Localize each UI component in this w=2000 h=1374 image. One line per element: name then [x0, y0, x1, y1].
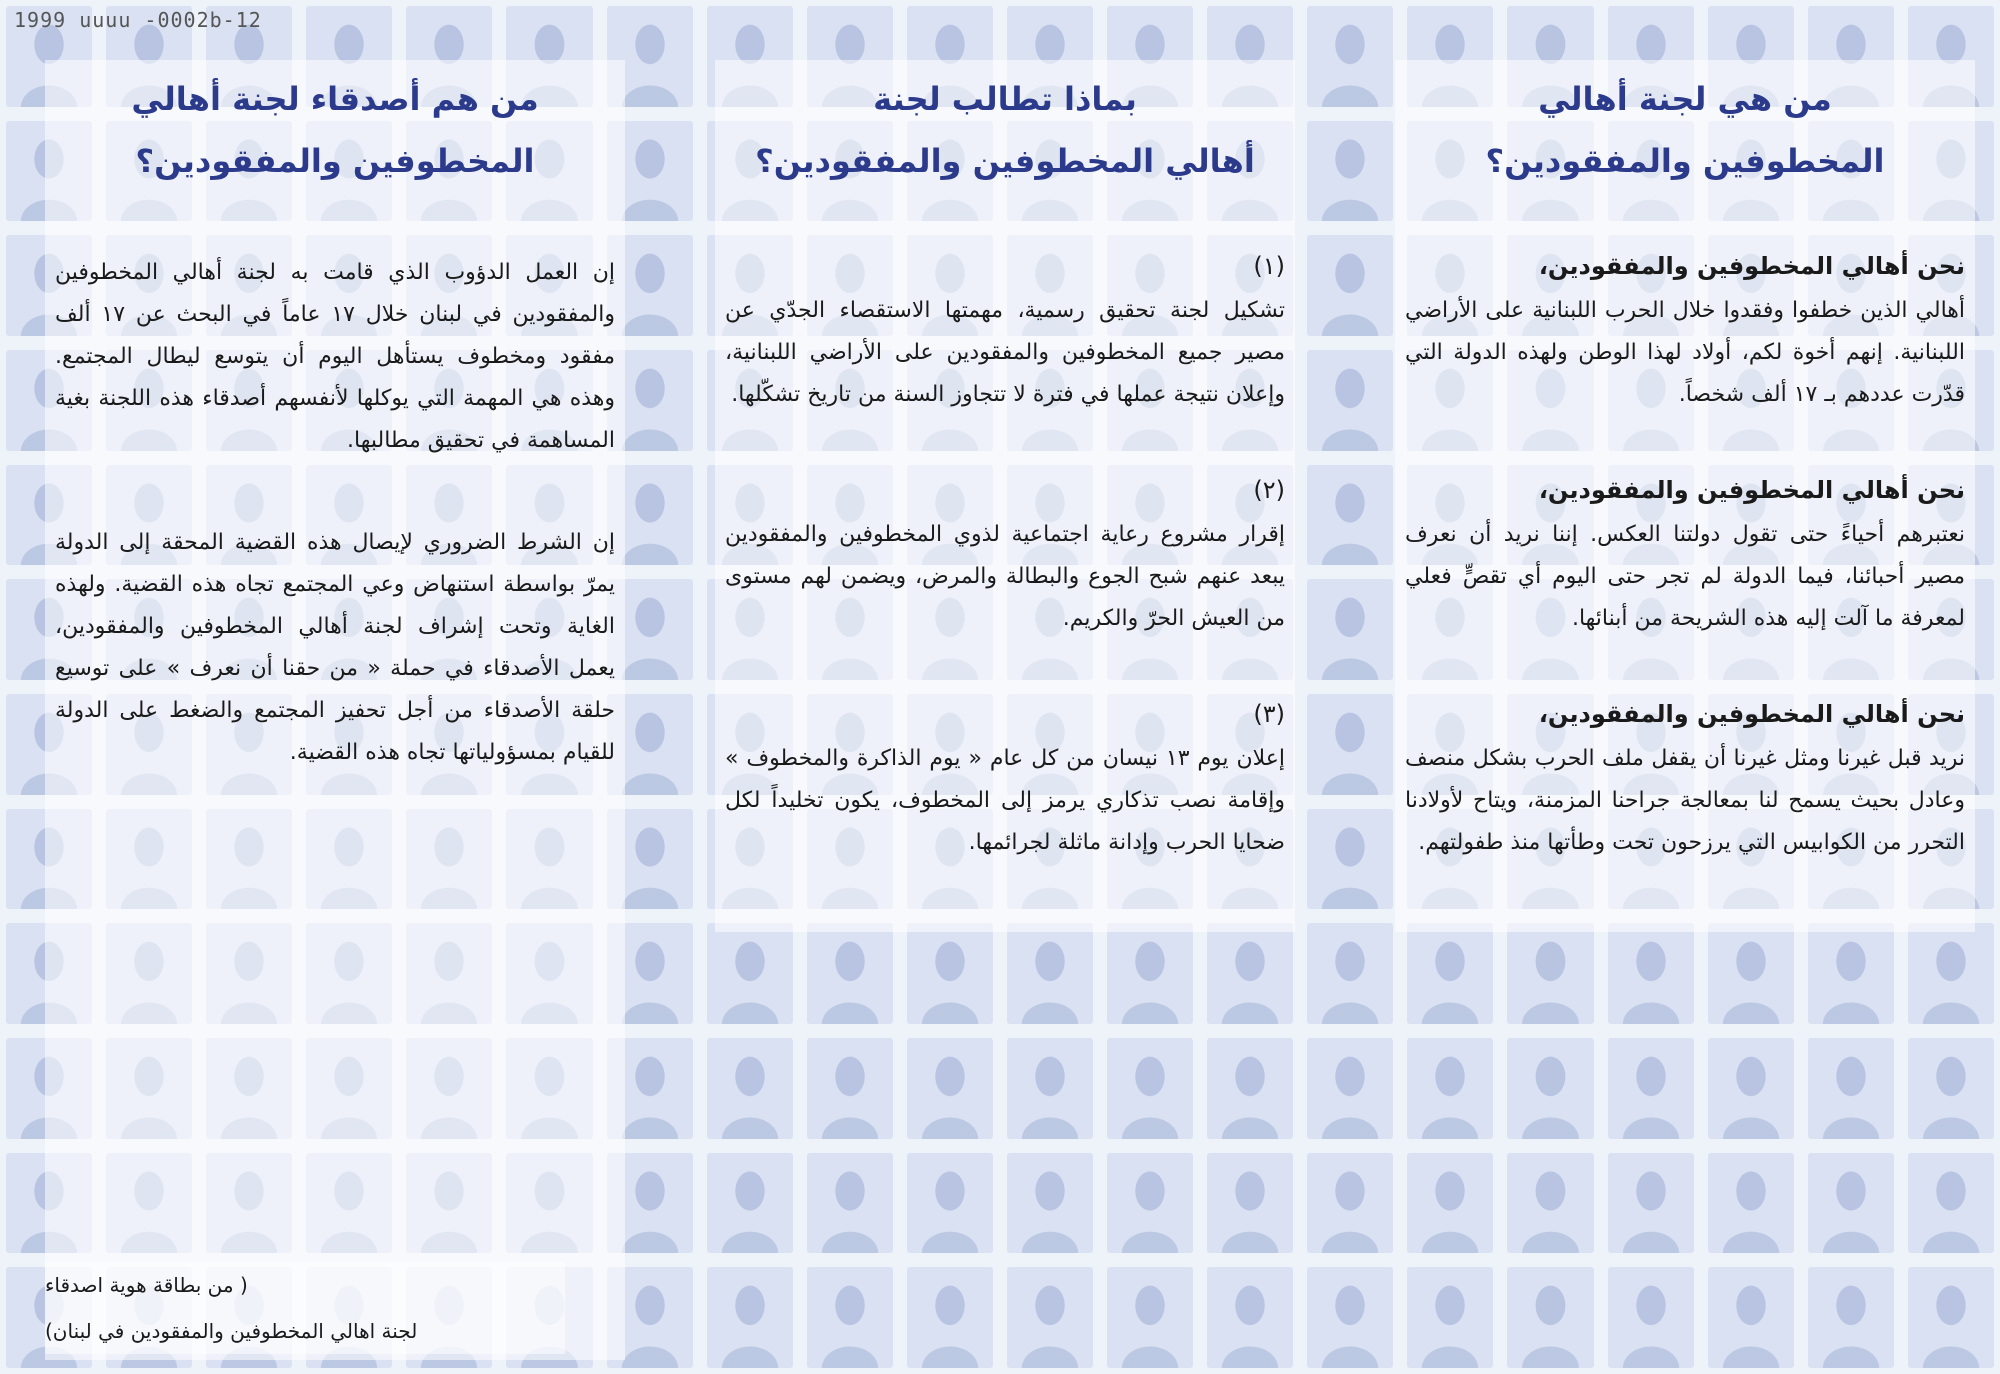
demand-item-3 [725, 700, 1285, 864]
section-text: نعتبرهم أحياءً حتى تقول دولتنا العكس. إننا نريد أن نعرف مصير أحبائنا، فيما الدولة لم تجر حتى اليوم أي تقصٍّ فعلي لمعرفة ما آلت إليه هذه الشريحة من أبنائها. [1405, 522, 1965, 631]
section-heading: نحن أهالي المخطوفين والمفقودين، [1538, 476, 1965, 504]
left-column-title [55, 68, 615, 192]
middle-title-line1: بماذا تطالب لجنة [873, 80, 1137, 118]
right-column-title [1405, 68, 1965, 192]
section-heading: نحن أهالي المخطوفين والمفقودين، [1538, 252, 1965, 280]
right-section-1 [1405, 252, 1965, 416]
demand-text: إعلان يوم ١٣ نيسان من كل عام « يوم الذاكرة والمخطوف » وإقامة نصب تذكاري يرمز إلى المخطوف، يكون تخليداً لكل ضحايا الحرب وإدانة ماثلة لجرائمها. [725, 746, 1285, 855]
right-title-line2: المخطوفين والمفقودين؟ [1485, 142, 1885, 180]
demand-number: (٣) [1253, 700, 1285, 728]
friends-paragraph-2: إن الشرط الضروري لإيصال هذه القضية المحقة إلى الدولة يمرّ بواسطة استنهاض وعي المجتمع تجاه هذه القضية. ولهذه الغاية وتحت إشراف لجنة أهالي المخطوفين والمفقودين، يعمل الأصدقاء في حملة « من حقنا أن نعرف » على توسيع حلقة الأصدقاء من أجل تحفيز المجتمع والضغط على الدولة للقيام بمسؤولياتها تجاه هذه القضية. [55, 530, 615, 765]
right-title-line1: من هي لجنة أهالي [1538, 80, 1832, 118]
footnote-line1: ( من بطاقة هوية اصدقاء [45, 1273, 248, 1297]
archive-code: 1999 uuuu -0002b-12 [14, 8, 262, 32]
section-text: أهالي الذين خطفوا وفقدوا خلال الحرب اللبنانية على الأراضي اللبنانية. إنهم أخوة لكم، أولاد لهذا الوطن ولهذه الدولة التي قدّرت عددهم بـ ١٧ ألف شخصاً. [1405, 298, 1965, 407]
column-who-is-committee [1395, 60, 1975, 932]
left-title-line1: من هم أصدقاء لجنة أهالي [131, 80, 539, 118]
right-section-3 [1405, 700, 1965, 864]
left-title-line2: المخطوفين والمفقودين؟ [135, 142, 535, 180]
middle-title-line2: أهالي المخطوفين والمفقودين؟ [755, 142, 1255, 180]
demand-item-1 [725, 252, 1285, 416]
middle-column-title [725, 68, 1285, 192]
right-section-2 [1405, 476, 1965, 640]
footnote-line2: لجنة اهالي المخطوفين والمفقودين في لبنان) [45, 1319, 418, 1343]
demand-text: تشكيل لجنة تحقيق رسمية، مهمتها الاستقصاء الجدّي عن مصير جميع المخطوفين والمفقودين على الأراضي اللبنانية، وإعلان نتيجة عملها في فترة لا تتجاوز السنة من تاريخ تشكّلها. [725, 298, 1285, 407]
friends-paragraph-1: إن العمل الدؤوب الذي قامت به لجنة أهالي المخطوفين والمفقودين في لبنان خلال ١٧ عاماً في البحث عن ١٧ ألف مفقود ومخطوف يستأهل اليوم أن يتوسع ليطال المجتمع. وهذه هي المهمة التي يوكلها لأنفسهم أصدقاء هذه اللجنة بغية المساهمة في تحقيق مطالبها. [55, 260, 615, 453]
section-heading: نحن أهالي المخطوفين والمفقودين، [1538, 700, 1965, 728]
demand-number: (١) [1253, 252, 1285, 280]
source-footnote [45, 1262, 565, 1354]
section-text: نريد قبل غيرنا ومثل غيرنا أن يقفل ملف الحرب بشكل منصف وعادل بحيث يسمح لنا بمعالجة جراحنا المزمنة، ويتاح لأولادنا التحرر من الكوابيس التي يرزحون تحت وطأتها منذ طفولتهم. [1405, 746, 1965, 855]
column-friends [45, 60, 625, 1360]
demand-text: إقرار مشروع رعاية اجتماعية لذوي المخطوفين والمفقودين يبعد عنهم شبح الجوع والبطالة والمرض، ويضمن لهم مستوى من العيش الحرّ والكريم. [725, 522, 1285, 631]
demand-item-2 [725, 476, 1285, 640]
demand-number: (٢) [1253, 476, 1285, 504]
column-demands [715, 60, 1295, 932]
